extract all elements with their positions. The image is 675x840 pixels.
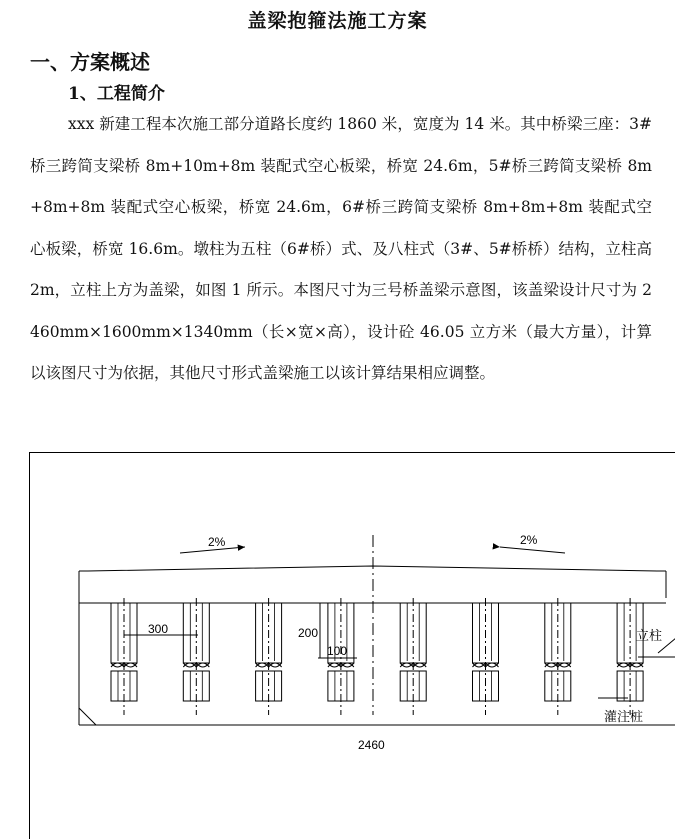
total-length-label: 2460 [358,738,385,752]
intro-paragraph: xxx 新建工程本次施工部分道路长度约 1860 米，宽度为 14 米。其中桥梁三座：3#桥三跨简支梁桥 8m+10m+8m 装配式空心板梁，桥宽 24.6m，5#桥三跨简支梁桥 8m+8m+8m 装配式空心板梁，桥宽 24.6m，6#桥三跨简支梁桥 8m+8m+8m 装配式空心板梁，桥宽 16.6m。墩柱为五柱（6#桥）式、及八柱式（3#、5#桥桥）结构，立柱高 2m，立柱上方为盖梁，如图 1 所示。本图尺寸为三号桥盖梁示意图，该盖梁设计尺寸为 2460mm×1600mm×1340mm（长×宽×高），设计砼 46.05 立方米（最大方量），计算以该图尺寸为依据，其他尺寸形式盖梁施工以该计算结果相应调整。 [30,115,652,382]
column-pile-7 [545,598,571,715]
spacing-label: 300 [148,622,169,636]
column-group [111,598,643,715]
column-pile-3 [256,598,282,715]
cap-beam-drawing [30,453,675,840]
column-label: 立柱 [636,628,663,643]
cap-beam-outline [79,566,675,725]
pile-label: 灌注桩 [604,709,644,724]
section-heading: 一、方案概述 [30,50,150,74]
cap-beam-figure [29,452,675,839]
column-pile-6 [473,598,499,715]
column-pile-2 [183,598,209,715]
document-title: 盖梁抱箍法施工方案 [247,10,428,32]
subsection-heading: 1、工程简介 [68,84,165,104]
slope-label-left: 2% [208,535,226,549]
width-label: 100 [327,644,348,658]
slope-label-right: 2% [520,533,538,547]
column-pile-1 [111,598,137,715]
column-pile-5 [400,598,426,715]
slope-arrow-right [500,547,565,553]
height-label: 200 [298,626,319,640]
